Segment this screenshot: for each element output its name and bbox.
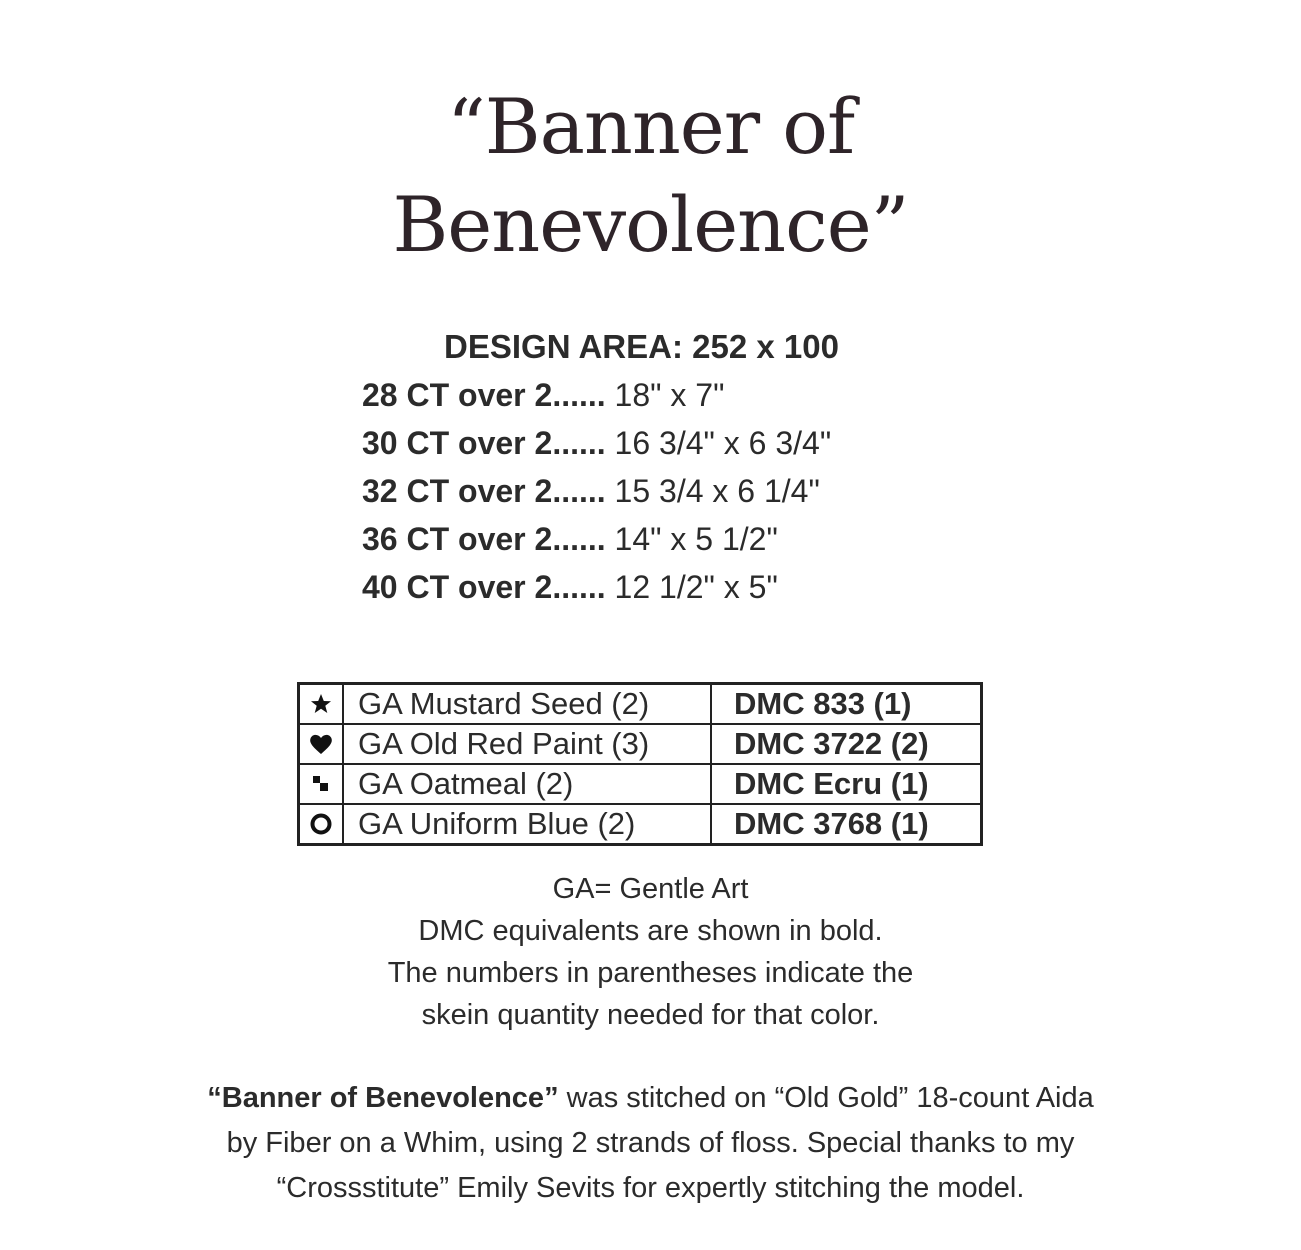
ga-thread: GA Oatmeal (2) <box>343 764 711 804</box>
note-line: GA= Gentle Art <box>552 873 749 905</box>
size-row <box>362 521 831 569</box>
dmc-thread: DMC 833 (1) <box>711 684 982 725</box>
ga-thread: GA Mustard Seed (2) <box>343 684 711 725</box>
fabric-count: 28 CT over 2...... <box>362 377 606 413</box>
table-row <box>299 764 982 804</box>
title-line-2: Benevolence” <box>392 180 909 269</box>
stitching-credits <box>0 1076 1301 1211</box>
fabric-count: 40 CT over 2...... <box>362 569 606 605</box>
star-icon <box>309 692 333 716</box>
checker-icon <box>310 773 332 795</box>
credits-line-3: “Crossstitute” Emily Sevits for expertly stitching the model. <box>276 1172 1025 1204</box>
size-row <box>362 569 831 617</box>
finished-size: 16 3/4" x 6 3/4" <box>605 425 832 461</box>
note-line: DMC equivalents are shown in bold. <box>418 915 883 947</box>
dmc-thread: DMC Ecru (1) <box>711 764 982 804</box>
thread-notes <box>0 868 1301 1036</box>
finished-size: 14" x 5 1/2" <box>605 521 778 557</box>
table-row <box>299 804 982 845</box>
thread-key-table <box>297 682 983 846</box>
size-row <box>362 377 831 425</box>
dmc-thread: DMC 3768 (1) <box>711 804 982 845</box>
credits-design-name: “Banner of Benevolence” <box>207 1082 559 1114</box>
design-area-heading: DESIGN AREA: 252 x 100 <box>444 328 839 365</box>
ga-thread: GA Old Red Paint (3) <box>343 724 711 764</box>
credits-line-2: by Fiber on a Whim, using 2 strands of floss. Special thanks to my <box>226 1127 1075 1159</box>
ga-thread: GA Uniform Blue (2) <box>343 804 711 845</box>
symbol-cell <box>299 724 344 764</box>
finished-size: 18" x 7" <box>605 377 725 413</box>
size-row <box>362 473 831 521</box>
table-row <box>299 724 982 764</box>
dmc-thread: DMC 3722 (2) <box>711 724 982 764</box>
fabric-count: 30 CT over 2...... <box>362 425 606 461</box>
page-title <box>0 78 1301 274</box>
fabric-count: 32 CT over 2...... <box>362 473 606 509</box>
fabric-size-list <box>362 377 831 617</box>
note-line: The numbers in parentheses indicate the <box>387 957 914 989</box>
note-line: skein quantity needed for that color. <box>421 999 880 1031</box>
finished-size: 15 3/4 x 6 1/4" <box>605 473 820 509</box>
table-row <box>299 684 982 725</box>
size-row <box>362 425 831 473</box>
symbol-cell <box>299 764 344 804</box>
title-line-1: “Banner of <box>446 82 855 171</box>
finished-size: 12 1/2" x 5" <box>605 569 778 605</box>
circle-icon <box>309 812 333 836</box>
credits-line-1 <box>0 1076 1301 1121</box>
fabric-count: 36 CT over 2...... <box>362 521 606 557</box>
symbol-cell <box>299 684 344 725</box>
symbol-cell <box>299 804 344 845</box>
credits-line-1-text: was stitched on “Old Gold” 18-count Aida <box>558 1082 1094 1114</box>
heart-icon <box>309 733 333 755</box>
